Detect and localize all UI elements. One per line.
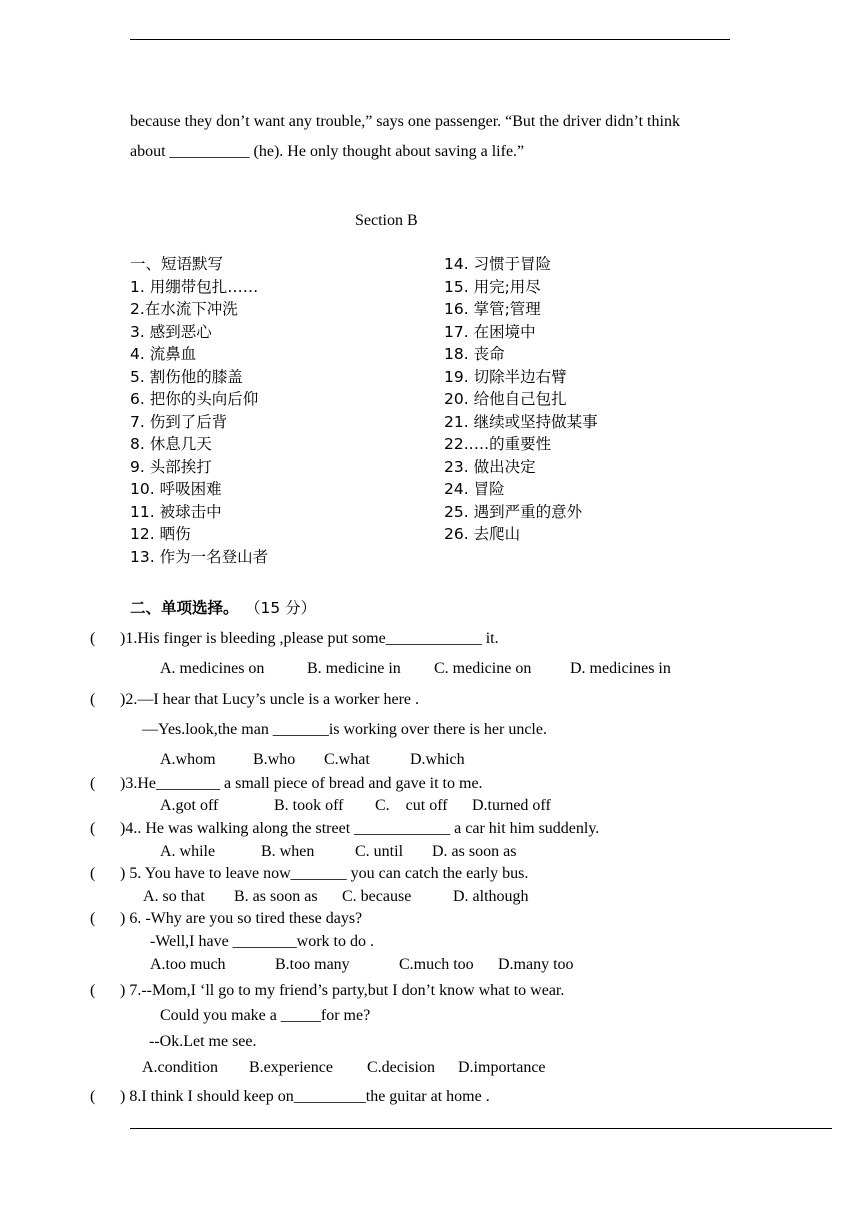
- question-text: ) 6. -Why are you so tired these days?: [120, 910, 363, 927]
- phrase-item: 13. 作为一名登山者: [130, 548, 269, 566]
- phrase-item: 17. 在困境中: [444, 323, 536, 341]
- question-text: )4.. He was walking along the street ____________ a car hit him suddenly.: [120, 820, 600, 837]
- phrase-item: 22.….的重要性: [444, 435, 552, 453]
- option-d[interactable]: D. as soon as: [432, 843, 517, 860]
- option-a[interactable]: A. while: [160, 843, 216, 860]
- phrase-item: 5. 割伤他的膝盖: [130, 368, 243, 386]
- phrase-item: 10. 呼吸困难: [130, 480, 222, 498]
- footer-rule: [130, 1128, 832, 1129]
- passage-line: because they don’t want any trouble,” says one passenger. “But the driver didn’t think: [130, 113, 680, 130]
- section-heading: 一、短语默写: [130, 255, 224, 273]
- option-d[interactable]: D. although: [453, 888, 529, 905]
- section-score: （15 分）: [245, 599, 317, 617]
- option-c[interactable]: C.decision: [367, 1059, 435, 1076]
- section-heading: 二、单项选择。: [130, 599, 239, 617]
- option-b[interactable]: B. when: [261, 843, 315, 860]
- option-d[interactable]: D.many too: [498, 956, 574, 973]
- phrase-item: 14. 习惯于冒险: [444, 255, 552, 273]
- answer-paren[interactable]: (: [90, 982, 96, 999]
- phrase-item: 18. 丧命: [444, 345, 505, 363]
- question-text: Could you make a _____for me?: [160, 1007, 371, 1024]
- option-b[interactable]: B.who: [253, 751, 296, 768]
- answer-paren[interactable]: (: [90, 910, 96, 927]
- passage-line: about __________ (he). He only thought about saving a life.”: [130, 143, 525, 160]
- option-d[interactable]: D.which: [410, 751, 465, 768]
- option-b[interactable]: B. medicine in: [307, 660, 401, 677]
- phrase-item: 1. 用绷带包扎……: [130, 278, 259, 296]
- option-a[interactable]: A.condition: [142, 1059, 218, 1076]
- answer-paren[interactable]: (: [90, 865, 96, 882]
- option-d[interactable]: D. medicines in: [570, 660, 671, 677]
- phrase-item: 23. 做出决定: [444, 458, 536, 476]
- option-c[interactable]: C. cut off: [375, 797, 448, 814]
- header-rule: [130, 39, 730, 40]
- phrase-item: 2.在水流下冲洗: [130, 300, 238, 318]
- question-text: --Ok.Let me see.: [149, 1033, 257, 1050]
- phrase-item: 4. 流鼻血: [130, 345, 197, 363]
- phrase-item: 9. 头部挨打: [130, 458, 212, 476]
- question-text: —Yes.look,the man _______is working over there is her uncle.: [142, 721, 547, 738]
- option-c[interactable]: C.what: [324, 751, 370, 768]
- question-text: -Well,I have ________work to do .: [150, 933, 374, 950]
- option-c[interactable]: C. until: [355, 843, 404, 860]
- phrase-item: 26. 去爬山: [444, 525, 521, 543]
- answer-paren[interactable]: (: [90, 630, 96, 647]
- phrase-item: 20. 给他自己包扎: [444, 390, 567, 408]
- option-b[interactable]: B.too many: [275, 956, 350, 973]
- option-a[interactable]: A.too much: [150, 956, 226, 973]
- option-a[interactable]: A.whom: [160, 751, 216, 768]
- question-text: ) 5. You have to leave now_______ you can catch the early bus.: [120, 865, 529, 882]
- phrase-item: 3. 感到恶心: [130, 323, 212, 341]
- phrase-item: 8. 休息几天: [130, 435, 212, 453]
- option-a[interactable]: A. so that: [143, 888, 205, 905]
- answer-paren[interactable]: (: [90, 691, 96, 708]
- phrase-item: 16. 掌管;管理: [444, 300, 541, 318]
- answer-paren[interactable]: (: [90, 820, 96, 837]
- option-a[interactable]: A.got off: [160, 797, 219, 814]
- option-c[interactable]: C. because: [342, 888, 412, 905]
- phrase-item: 7. 伤到了后背: [130, 413, 228, 431]
- option-b[interactable]: B. took off: [274, 797, 344, 814]
- answer-paren[interactable]: (: [90, 1088, 96, 1105]
- option-c[interactable]: C.much too: [399, 956, 474, 973]
- option-a[interactable]: A. medicines on: [160, 660, 265, 677]
- question-text: )3.He________ a small piece of bread and gave it to me.: [120, 775, 483, 792]
- answer-paren[interactable]: (: [90, 775, 96, 792]
- section-title: Section B: [355, 212, 418, 229]
- option-d[interactable]: D.importance: [458, 1059, 546, 1076]
- phrase-item: 21. 继续或坚持做某事: [444, 413, 598, 431]
- phrase-item: 19. 切除半边右臂: [444, 368, 567, 386]
- question-text: ) 8.I think I should keep on_________the guitar at home .: [120, 1088, 490, 1105]
- question-text: )2.—I hear that Lucy’s uncle is a worker here .: [120, 691, 419, 708]
- phrase-item: 24. 冒险: [444, 480, 505, 498]
- option-c[interactable]: C. medicine on: [434, 660, 532, 677]
- phrase-item: 25. 遇到严重的意外: [444, 503, 583, 521]
- phrase-item: 11. 被球击中: [130, 503, 222, 521]
- option-b[interactable]: B. as soon as: [234, 888, 318, 905]
- phrase-item: 15. 用完;用尽: [444, 278, 541, 296]
- option-d[interactable]: D.turned off: [472, 797, 551, 814]
- phrase-item: 6. 把你的头向后仰: [130, 390, 259, 408]
- question-text: ) 7.--Mom,I ‘ll go to my friend’s party,but I don’t know what to wear.: [120, 982, 565, 999]
- phrase-item: 12. 晒伤: [130, 525, 191, 543]
- option-b[interactable]: B.experience: [249, 1059, 333, 1076]
- question-text: )1.His finger is bleeding ,please put some____________ it.: [120, 630, 499, 647]
